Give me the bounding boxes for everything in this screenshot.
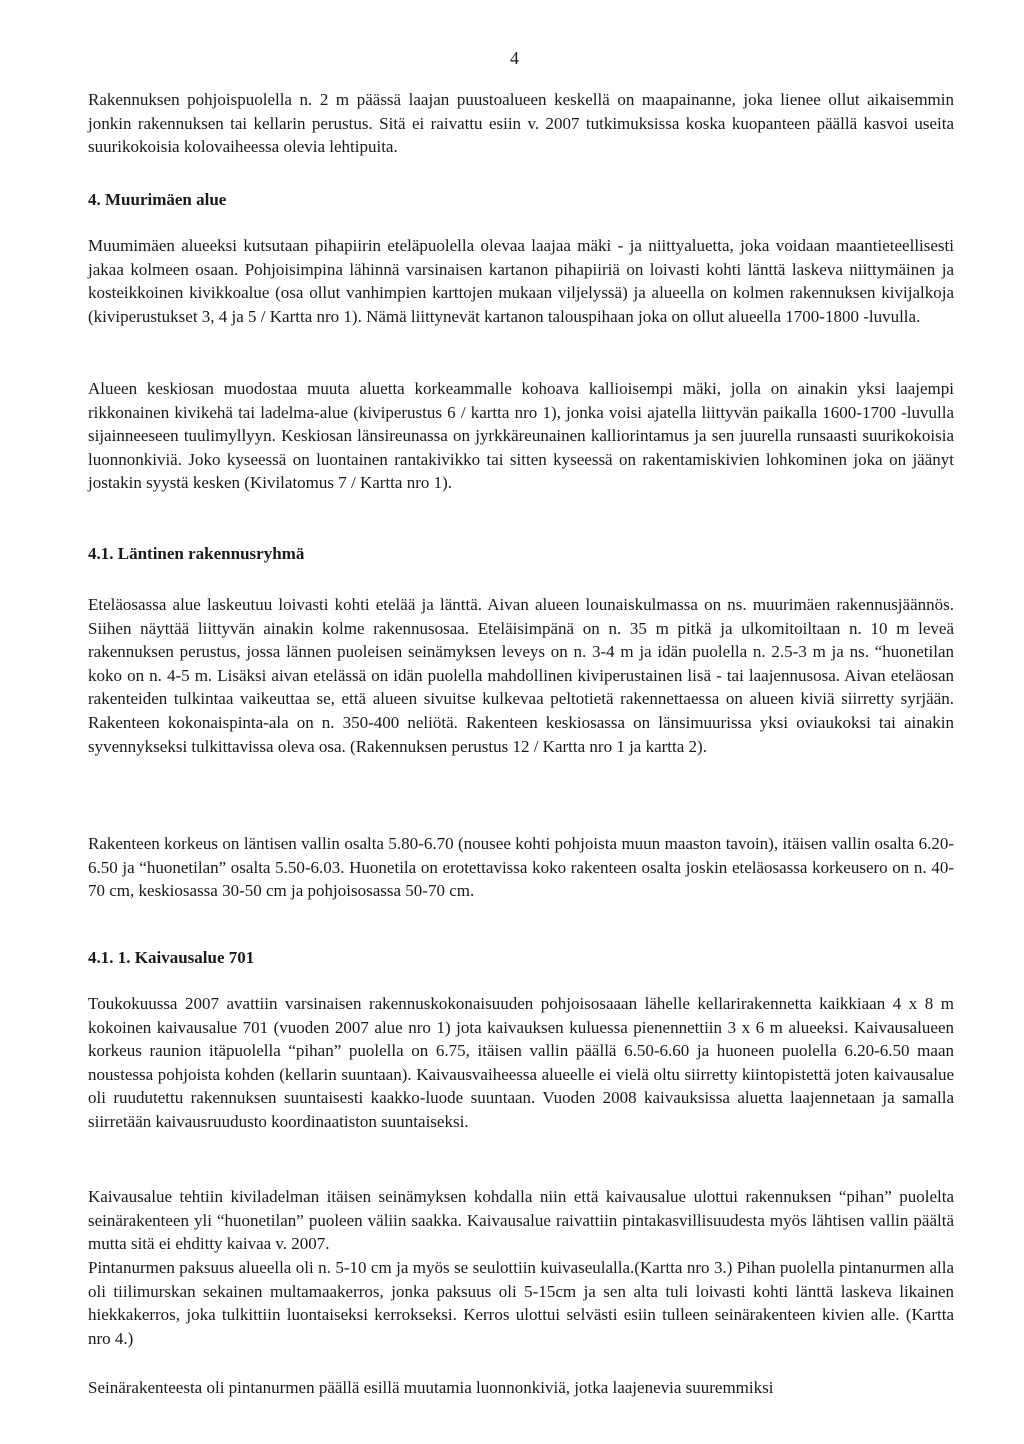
section-heading-excavation-701: 4.1. 1. Kaivausalue 701: [88, 948, 255, 967]
paragraph-southern-part: Eteläosassa alue laskeutuu loivasti kohti etelää ja länttä. Aivan alueen lounaiskulmassa on ns. muurimäen rakennusjäännös. Siihen näyttää liittyvän ainakin kolme rakennusosaa. Eteläisimpänä on n. 35 m pitkä ja ulkomitoiltaan n. 10 m leveä rakennuksen perustus, jossa lännen puoleisen seinämyksen leveys on n. 3-4 m ja idän puolella n. 2.5-3 m ja ns. “huonetilan koko on n. 4-5 m. Lisäksi aivan etelässä on idän puolella mahdollinen kiviperustainen lisä - tai laajennusosa. Aivan eteläosan rakenteiden tulkintaa vaikeuttaa se, että alueen sivuitse kulkevaa peltotietä rakennettaessa on alueen kiviä siirretty syrjään. Rakenteen kokonaispinta-ala on n. 350-400 neliötä. Rakenteen keskiosassa on länsimuurissa yksi oviaukoksi tai ainakin syvennykseksi tulkittavissa oleva osa. (Rakennuksen perustus 12 / Kartta nro 1 ja kartta 2).: [88, 595, 954, 756]
paragraph-structure-height: Rakenteen korkeus on läntisen vallin osalta 5.80-6.70 (nousee kohti pohjoista muun maaston tavoin), itäisen vallin osalta 6.20-6.50 ja “huonetilan” osalta 5.50-6.03. Huonetila on erotettavissa koko rakenteen osalta joskin eteläosassa korkeusero on n. 40-70 cm, keskiosassa 30-50 cm ja pohjoisosassa 50-70 cm.: [88, 834, 954, 901]
paragraph-excavation-may: Toukokuussa 2007 avattiin varsinaisen rakennuskokonaisuuden pohjoisosaaan lähelle kellarirakennetta kaikkiaan 4 x 8 m kokoinen kaivausalue 701 (vuoden 2007 alue nro 1) jota kaivauksen kuluessa pienennettiin 3 x 6 m alueeksi. Kaivausalueen korkeus raunion itäpuolella “pihan” puolella on 6.75, itäisen vallin päällä 6.50-6.60 ja huoneen puolella 6.20-6.50 maan noustessa pohjoista kohden (kellarin suuntaan). Kaivausvaiheessa alueelle ei vielä oltu siirretty kiintopistettä joten kaivausalue oli ruudutettu rakennuksen suuntaisesti kaakko-luode suuntaan. Vuoden 2008 kaivauksissa aluetta laajennetaan ja samalla siirretään kaivausruudusto koordinaatiston suuntaiseksi.: [88, 994, 954, 1131]
paragraph-wall-structure: Seinärakenteesta oli pintanurmen päällä esillä muutamia luonnonkiviä, jotka laajenevia suuremmiksi: [88, 1378, 774, 1397]
paragraph-building-north: Rakennuksen pohjoispuolella n. 2 m päässä laajan puustoalueen keskellä on maapainanne, joka lienee ollut aikaisemmin jonkin rakennuksen tai kellarin perustus. Sitä ei raivattu esiin v. 2007 tutkimuksissa koska kuopanteen päällä kasvoi useita suurikokoisia kolovaiheessa olevia lehtipuita.: [88, 90, 954, 157]
paragraph-excavation-extent: Kaivausalue tehtiin kiviladelman itäisen seinämyksen kohdalla niin että kaivausalue ulottui rakennuksen “pihan” puolelta seinärakenteen yli “huonetilan” puoleen väliin saakka. Kaivausalue raivattiin pintakasvillisuudesta myös lähtisen vallin päältä mutta sitä ei ehditty kaivaa v. 2007.: [88, 1187, 954, 1254]
page-number: 4: [510, 48, 519, 68]
section-heading-muurimaki: 4. Muurimäen alue: [88, 190, 227, 209]
paragraph-muumimaki-area: Muumimäen alueeksi kutsutaan pihapiirin eteläpuolella olevaa laajaa mäki - ja niittyaluetta, joka voidaan maantieteellisesti jakaa kolmeen osaan. Pohjoisimpina lähinnä varsinaisen kartanon pihapiiriä on loivasti kohti länttä laskeva niittymäinen ja kosteikkoinen kivikkoalue (osa ollut vanhimpien karttojen mukaan viljelyssä) ja alueella on kolmen rakennuksen kivijalkoja (kiviperustukset 3, 4 ja 5 / Kartta nro 1). Nämä liittynevät kartanon talouspihaan joka on ollut alueella 1700-1800 -luvulla.: [88, 236, 954, 326]
section-heading-western-group: 4.1. Läntinen rakennusryhmä: [88, 544, 305, 563]
paragraph-turf-thickness: Pintanurmen paksuus alueella oli n. 5-10 cm ja myös se seulottiin kuivaseulalla.(Kartta nro 3.) Pihan puolella pintanurmen alla oli tiilimurskan sekainen multamaakerros, jonka paksuus oli 5-15cm ja sen alta tuli loivasti kohti länttä laskeva likainen hiekkakerros, joka tulkittiin luontaiseksi kerrokseksi. Kerros ulottui selvästi esiin tulleen seinärakenteen kivien alle. (Kartta nro 4.): [88, 1258, 954, 1348]
paragraph-central-area: Alueen keskiosan muodostaa muuta aluetta korkeammalle kohoava kallioisempi mäki, jolla on ainakin yksi laajempi rikkonainen kivikehä tai ladelma-alue (kiviperustus 6 / kartta nro 1), jonka voisi ajatella liittyvän paikalla 1600-1700 -luvulla sijainneeseen tuulimyllyyn. Keskiosan länsireunassa on jyrkkäreunainen kalliorintamus ja sen juurella runsaasti suurikokoisia luonnonkiviä. Joko kyseessä on luontainen rantakivikko tai sitten kyseessä on rakentamiskivien lohkominen joka on jäänyt jostakin syystä kesken (Kivilatomus 7 / Kartta nro 1).: [88, 379, 954, 493]
